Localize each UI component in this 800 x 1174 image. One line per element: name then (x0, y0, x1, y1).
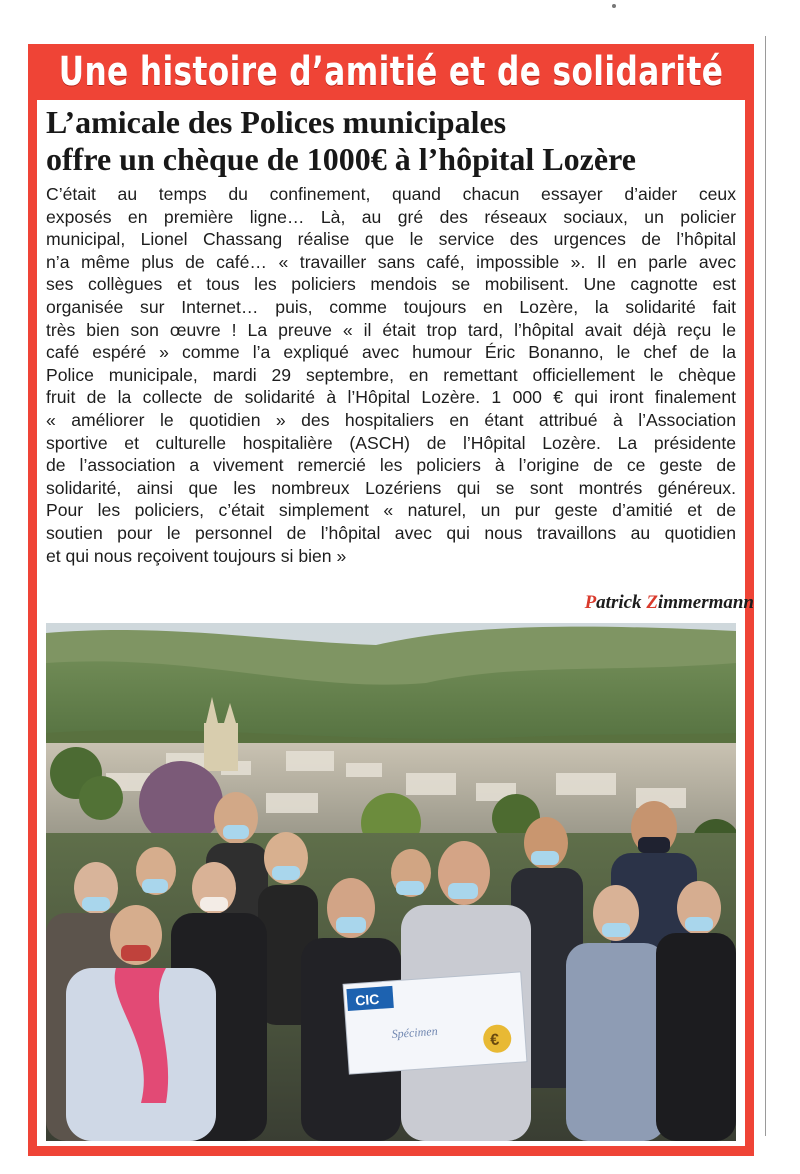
article-line: très bien son œuvre ! La preuve « il était trop tard, l’hôpital avait déjà reçu le (46, 319, 736, 340)
article-line: exposés en première ligne… Là, au gré des réseaux sociaux, un policier (46, 206, 736, 227)
group-photo (46, 623, 736, 1141)
scan-edge-line (765, 36, 766, 1136)
article-line: fruit de la collecte de solidarité à l’Hôpital Lozère. 1 000 € qui iront finalement (46, 387, 736, 408)
headline (46, 104, 736, 178)
article-line: café espéré » comme l’a expliqué avec humour Éric Bonanno, le chef de la (46, 342, 736, 363)
article-line: « améliorer le quotidien » des hospitaliers en étant attribué à l’Association (46, 409, 736, 430)
article-line: sportive et culturelle hospitalière (ASCH) de l’Hôpital Lozère. La présidente (46, 432, 736, 453)
cheque-specimen: Spécimen (391, 1023, 439, 1042)
cheque-bank-logo: CIC (354, 990, 380, 1009)
cheque (343, 972, 527, 1074)
article-body (46, 183, 736, 567)
kicker-banner (28, 44, 754, 100)
article-line: C’était au temps du confinement, quand chacun essayer d’aider ceux (46, 184, 736, 204)
byline-initial-last: Z (646, 592, 658, 613)
article-line: municipal, Lionel Chassang réalise que le service des urgences de l’hôpital (46, 229, 736, 250)
article-line: n’a même plus de café… « travailler sans café, impossible ». Il en parle avec (46, 251, 736, 272)
byline-last-rest: immermann (657, 592, 754, 613)
scan-mark (612, 4, 616, 8)
kicker-title: Une histoire d’amitié et de solidarité (58, 49, 724, 95)
article-line: et qui nous reçoivent toujours si bien » (46, 545, 347, 566)
article-line: ses collègues et tous les policiers mendois se mobilisent. Une cagnotte est (46, 274, 736, 295)
article-line: Pour les policiers, c’était simplement « naturel, un pur geste d’amitié et de (46, 500, 736, 521)
article-line: Police municipale, mardi 29 septembre, en remettant officiellement le chèque (46, 364, 736, 385)
byline-first-rest: atrick (596, 592, 647, 613)
cheque-euro-sign: € (489, 1031, 500, 1050)
headline-line-2: offre un chèque de 1000€ à l’hôpital Lozère (46, 141, 636, 177)
byline-initial-first: P (584, 592, 597, 613)
article-line: soutien pour le personnel de l’hôpital avec qui nous travaillons au quotidien (46, 522, 736, 543)
headline-line-1: L’amicale des Polices municipales (46, 104, 507, 140)
article-line: de l’association a vivement remercié les policiers à l’origine de ce geste de (46, 455, 736, 476)
article-line: organisée sur Internet… puis, comme toujours en Lozère, la solidarité fait (46, 296, 736, 317)
article-line: solidarité, ainsi que les nombreux Lozériens qui se sont montrés généreux. (46, 477, 736, 498)
byline (585, 592, 754, 614)
